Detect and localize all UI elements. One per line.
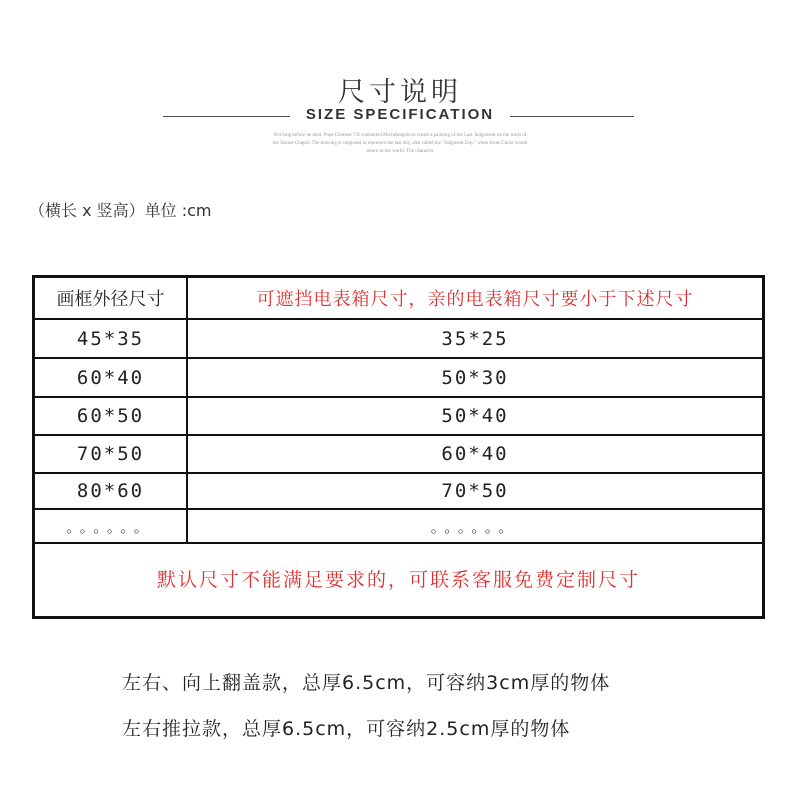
box-size-cell: 60*40 — [441, 443, 509, 465]
table-header-row — [35, 278, 762, 320]
unit-note: （横长 x 竖高）单位 :cm — [29, 201, 212, 220]
frame-size-cell: 60*50 — [35, 398, 188, 434]
title-rule-right — [510, 116, 634, 117]
table-row — [35, 359, 762, 398]
frame-size-cell: 70*50 — [35, 436, 188, 472]
flip-style-note: 左右、向上翻盖款，总厚6.5cm，可容纳3cm厚的物体 — [122, 672, 611, 694]
size-table — [32, 275, 765, 619]
header-box-size: 可遮挡电表箱尺寸，亲的电表箱尺寸要小于下述尺寸 — [256, 289, 694, 310]
table-row — [35, 320, 762, 359]
page-title-en: SIZE SPECIFICATION — [305, 106, 495, 123]
frame-size-cell: 60*40 — [35, 359, 188, 396]
table-row — [35, 510, 762, 544]
table-row — [35, 398, 762, 436]
custom-size-note: 默认尺寸不能满足要求的，可联系客服免费定制尺寸 — [156, 569, 640, 591]
slide-style-note: 左右推拉款，总厚6.5cm，可容纳2.5cm厚的物体 — [122, 718, 571, 740]
header-frame-size: 画框外径尺寸 — [35, 278, 188, 318]
box-size-cell: 50*30 — [441, 366, 509, 389]
frame-size-cell: 45*35 — [35, 320, 188, 357]
box-size-cell: 70*50 — [441, 480, 509, 502]
box-size-cell: 50*40 — [441, 405, 509, 427]
table-row — [35, 474, 762, 510]
frame-size-cell: 。。。。。。 — [35, 510, 188, 542]
box-size-cell: 35*25 — [441, 327, 509, 350]
fine-print: Not long before he died, Pope Clement VII contracted Michelangelo to create a painting of the Last Judgement on the walls of the Sistine Chapel. The drawing is supposed to represent the last day, also called the "Judgment Day," when Jesus Christ would return to the world. The character — [272, 133, 528, 154]
table-row — [35, 436, 762, 474]
box-size-cell: 。。。。。。 — [430, 517, 520, 536]
frame-size-cell: 80*60 — [35, 474, 188, 508]
page-title-cn: 尺寸说明 — [338, 77, 462, 108]
